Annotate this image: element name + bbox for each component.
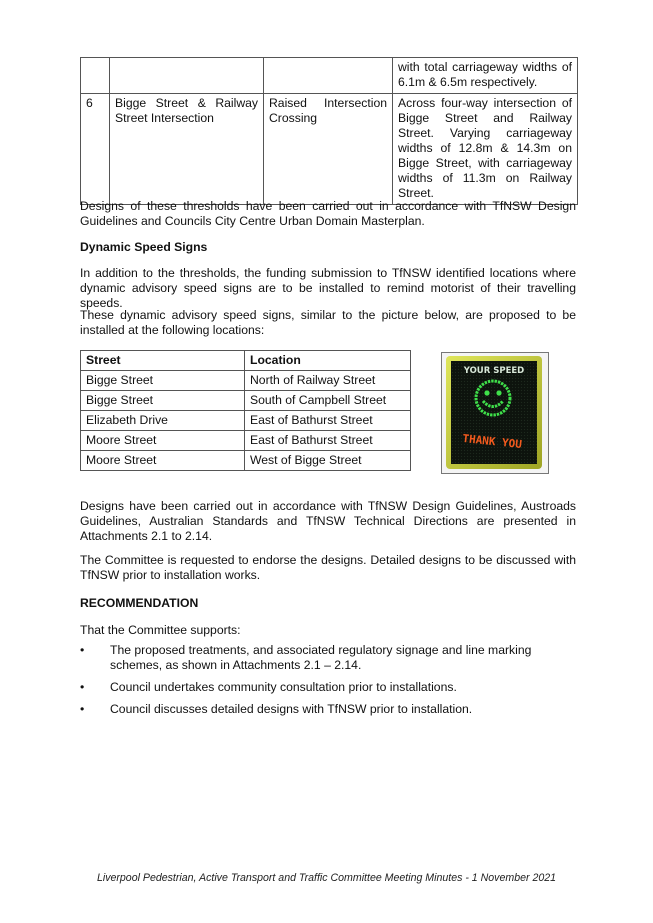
location-cell: Bigge Street & Railway Street Intersection (110, 94, 264, 205)
speed-sign-illustration (442, 353, 548, 473)
paragraph-proposed-locations: These dynamic advisory speed signs, similar to the picture below, are proposed to be installed at the following locations: (80, 308, 576, 337)
treatments-table-continuation (80, 57, 578, 205)
table-row (81, 94, 578, 205)
treatment-cell: Raised Intersection Crossing (264, 94, 393, 205)
street-cell: Bigge Street (81, 371, 245, 391)
recommendation-text: The proposed treatments, and associated regulatory signage and line marking schemes, as shown in Attachments 2.1 – 2.14. (110, 643, 532, 672)
page-footer: Liverpool Pedestrian, Active Transport and Traffic Committee Meeting Minutes - 1 November 2021 (96, 872, 557, 884)
location-cell: North of Railway Street (245, 371, 411, 391)
table-row (81, 451, 411, 471)
list-item (80, 680, 576, 695)
paragraph-committee-supports: That the Committee supports: (80, 623, 241, 637)
table-row (81, 371, 411, 391)
location-cell: East of Bathurst Street (245, 431, 411, 451)
sign-bottom-text: THANK YOU (461, 431, 523, 452)
location-cell: West of Bigge Street (245, 451, 411, 471)
recommendation-text: Council undertakes community consultation prior to installations. (110, 680, 457, 694)
recommendation-text: Council discusses detailed designs with TfNSW prior to installation. (110, 702, 473, 716)
heading-dynamic-speed-signs: Dynamic Speed Signs (80, 240, 208, 254)
paragraph-funding-submission: In addition to the thresholds, the funding submission to TfNSW identified locations where dynamic advisory speed signs are to be installed to remind motorist of their travelling speeds. (80, 266, 576, 310)
bullet-icon: • (80, 680, 85, 694)
table-row (81, 391, 411, 411)
bullet-icon: • (80, 702, 85, 716)
street-cell: Moore Street (81, 431, 245, 451)
location-cell: East of Bathurst Street (245, 411, 411, 431)
heading-recommendation: RECOMMENDATION (80, 596, 199, 610)
table-row (81, 58, 578, 94)
bullet-icon: • (80, 643, 85, 657)
speed-sign-locations-table (80, 350, 411, 471)
column-header-location: Location (245, 351, 411, 371)
recommendation-list (80, 643, 576, 724)
street-cell: Moore Street (81, 451, 245, 471)
description-cell: Across four-way intersection of Bigge Street and Railway Street. Varying carriageway widths of 12.8m & 14.3m on Bigge Street, with carriageway widths of 11.3m on Railway Street. (393, 94, 578, 205)
treatment-cell (264, 58, 393, 94)
speed-sign-photo (441, 352, 549, 474)
paragraph-designs-thresholds: Designs of these thresholds have been carried out in accordance with TfNSW Design Guidelines and Councils City Centre Urban Domain Masterplan. (80, 199, 576, 228)
sign-top-text: YOUR SPEED (463, 366, 525, 376)
row-number-cell (81, 58, 110, 94)
column-header-street: Street (81, 351, 245, 371)
list-item (80, 643, 576, 673)
description-cell: with total carriageway widths of 6.1m & 6.5m respectively. (393, 58, 578, 94)
street-cell: Elizabeth Drive (81, 411, 245, 431)
list-item (80, 702, 576, 717)
location-cell: South of Campbell Street (245, 391, 411, 411)
paragraph-committee-request: The Committee is requested to endorse the designs. Detailed designs to be discussed with TfNSW prior to installation works. (80, 553, 576, 582)
street-cell: Bigge Street (81, 391, 245, 411)
row-number-cell: 6 (81, 94, 110, 205)
table-row (81, 411, 411, 431)
table-row (81, 431, 411, 451)
table-header-row (81, 351, 411, 371)
location-cell (110, 58, 264, 94)
paragraph-designs-guidelines: Designs have been carried out in accordance with TfNSW Design Guidelines, Austroads Guidelines, Australian Standards and TfNSW Technical Directions are presented in Attachments 2.1 to 2.14. (80, 499, 576, 543)
